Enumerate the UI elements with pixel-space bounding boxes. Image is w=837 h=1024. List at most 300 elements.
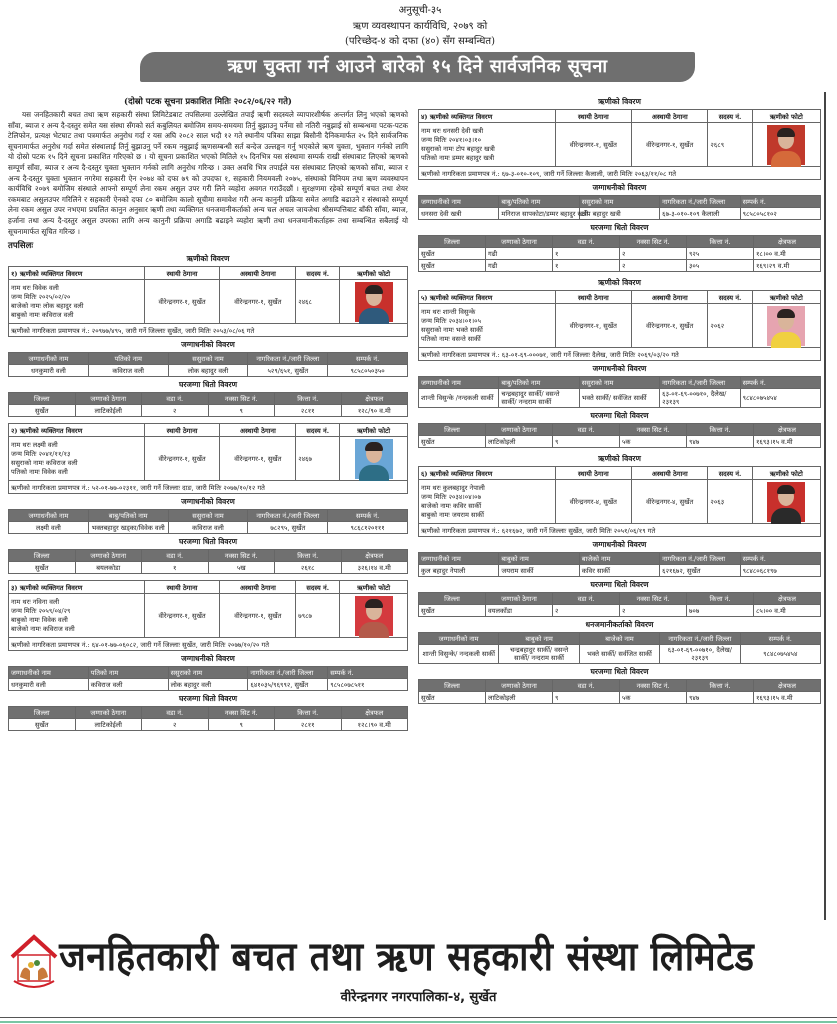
borrower-heading: ५) ऋणीको व्यक्तिगत विवरण — [419, 291, 556, 304]
guarantor-section-title: धनजमानीकर्ताको विवरण — [585, 620, 654, 629]
organization-address: वीरेन्द्रनगर नगरपालिका-४, सुर्खेत — [340, 990, 497, 1005]
landowner-cell: मनिराज सापकोटा/डम्मर बहादुर खत्री — [499, 208, 579, 220]
borrower-heading: ४) ऋणीको व्यक्तिगत विवरण — [419, 110, 556, 123]
borrower-info-line: पतिको नामः डम्मर बहादुर खत्री — [421, 153, 495, 162]
guarantor-col-header: नागरिकता नं./जारी जिल्ला — [660, 633, 740, 645]
member-no-header: सदस्य नं. — [296, 267, 340, 280]
collateral-row — [419, 436, 821, 448]
landowner-col-header: नागरिकता नं./जारी जिल्ला — [248, 353, 328, 365]
collateral-cell: ३०५ — [687, 260, 754, 272]
collateral-col-header: क्षेत्रफल — [754, 236, 821, 248]
landowner-table — [418, 195, 821, 220]
collateral-col-header: कित्ता नं. — [275, 393, 342, 405]
landowner-cell: ९८४८०६८१९७ — [740, 565, 820, 577]
collateral-col-header: क्षेत्रफल — [341, 707, 408, 719]
landowner-col-header: जग्गाधनीको नाम — [9, 510, 89, 522]
landowner-col-header: बाबु/पतिको नाम — [499, 377, 579, 389]
landowner-table — [8, 352, 408, 377]
collateral-cell: गढी — [486, 248, 553, 260]
landowner-cell: शान्ती विसुन्के /नन्दकली सार्की — [419, 389, 499, 408]
citizenship-info: ऋणीको नागरिकता प्रमाणपत्र नं.: ६४-०१-७७-०६०८२, जारी गर्ने जिल्लाः सुर्खेत, जारी मितिः २०७७/१०/२० गते — [9, 638, 408, 651]
collateral-cell: सुर्खेत — [419, 692, 486, 704]
collateral-cell: सुर्खेत — [9, 405, 76, 417]
photo-header: ऋणीको फोटो — [340, 267, 408, 280]
schedule-label: अनुसूची-३५ — [398, 5, 442, 16]
collateral-col-header: वडा नं. — [553, 593, 620, 605]
temporary-address-header: अस्थायी ठेगाना — [220, 581, 296, 594]
landowner-col-header: सम्पर्क नं. — [328, 510, 408, 522]
landowner-cell: कुल बहादुर नेपाली — [419, 565, 499, 577]
landowner-cell: ९८५८०५८१०२ — [740, 208, 820, 220]
landowner-col-header: ससुराको नाम — [168, 353, 248, 365]
temporary-address-header: अस्थायी ठेगाना — [632, 110, 708, 123]
borrower-info-line: ससुराको नामः भक्ते सार्की — [421, 325, 483, 334]
collateral-row — [419, 248, 821, 260]
borrower-info-line: बाबुको नामः जयराम सार्की — [421, 510, 484, 519]
permanent-address: वीरेन्द्रनगर-१, सुर्खेत — [555, 123, 631, 167]
borrower-block-6 — [418, 454, 821, 704]
borrower-personal-table — [418, 466, 821, 537]
borrower-personal-table — [8, 580, 408, 651]
landowner-col-header: नागरिकता नं./जारी जिल्ला — [248, 510, 328, 522]
borrower-photo — [340, 280, 408, 324]
collateral-table — [418, 679, 821, 704]
collateral-cell: ९ — [208, 719, 275, 731]
borrower-info-line: नाम थरः धनसरी देवी खत्री — [421, 126, 484, 135]
collateral-row — [419, 260, 821, 272]
citizenship-info: ऋणीको नागरिकता प्रमाणपत्र नं.: २०९७७/४९५, जारी गर्ने जिल्लाः सुर्खेत, जारी मितिः २०५३/०८/०६ गते — [9, 324, 408, 337]
collateral-cell: २ — [553, 605, 620, 617]
landowner-cell: कविराज वली — [88, 679, 168, 691]
collateral-cell: सुर्खेत — [419, 248, 486, 260]
member-number: ७९८७ — [296, 594, 340, 638]
permanent-address-header: स्थायी ठेगाना — [555, 291, 631, 304]
collateral-col-header: कित्ता नं. — [687, 680, 754, 692]
left-column — [8, 94, 408, 731]
borrower-section-title: ऋणीको विवरण — [598, 278, 641, 287]
collateral-col-header: वडा नं. — [553, 680, 620, 692]
permanent-address: वीरेन्द्रनगर-१, सुर्खेत — [144, 280, 220, 324]
temporary-address-header: अस्थायी ठेगाना — [632, 467, 708, 480]
organization-name: जनहितकारी बचत तथा ऋण सहकारी संस्था लिमिटेड — [59, 934, 755, 980]
collateral-col-header: जग्गाको ठेगाना — [486, 424, 553, 436]
collateral-col-header: नक्सा सिट नं. — [620, 424, 687, 436]
guarantor-col-header: सम्पर्क नं. — [740, 633, 820, 645]
temporary-address-header: अस्थायी ठेगाना — [632, 291, 708, 304]
collateral-section-title: घरजग्गा धितो विवरण — [178, 380, 238, 390]
temporary-address-header: अस्थायी ठेगाना — [220, 424, 296, 437]
borrower-photo — [340, 437, 408, 481]
collateral-table — [8, 549, 408, 574]
landowner-section-title: जग्गाधनीको विवरण — [592, 364, 647, 373]
right-column — [418, 94, 821, 704]
landowner-col-header: बाबु/पतिको नाम — [88, 510, 168, 522]
landowner-cell: लोक बहादुर वली — [168, 365, 248, 377]
collateral-cell: ८५।०० व.मी — [754, 605, 821, 617]
collateral-section-title: घरजग्गा धितो विवरण — [590, 223, 649, 232]
borrower-heading: २) ऋणीको व्यक्तिगत विवरण — [9, 424, 145, 437]
landowner-cell: ५२९/६५१, सुर्खेत — [248, 365, 328, 377]
collateral-cell: सुर्खेत — [419, 260, 486, 272]
member-number: २०६३ — [708, 480, 752, 524]
collateral-col-header: क्षेत्रफल — [754, 680, 821, 692]
landowner-table — [418, 376, 821, 408]
borrower-info — [419, 123, 556, 167]
procedure-label: ऋण व्यवस्थापन कार्यविधि, २०७९ को — [352, 21, 488, 32]
collateral-cell: ५क — [620, 692, 687, 704]
landowner-col-header: सम्पर्क नं. — [740, 196, 820, 208]
landowner-col-header: बाजेको नाम — [579, 553, 659, 565]
borrower-section-title: ऋणीको विवरण — [598, 454, 641, 463]
collateral-col-header: जिल्ला — [419, 593, 486, 605]
collateral-cell: २ — [620, 605, 687, 617]
collateral-cell: १ — [553, 260, 620, 272]
collateral-section-title: घरजग्गा धितो विवरण — [590, 580, 649, 589]
collateral-row — [9, 405, 408, 417]
clause-label: (परिच्छेद-४ को दफा (४०) सँग सम्बन्धित) — [344, 36, 496, 47]
collateral-cell: १८।०० व.मी — [754, 248, 821, 260]
photo-header: ऋणीको फोटो — [340, 424, 408, 437]
collateral-col-header: जिल्ला — [9, 707, 76, 719]
collateral-row — [9, 562, 408, 574]
citizenship-info: ऋणीको नागरिकता प्रमाणपत्र नं.: ६२१६७२, जारी गर्ने जिल्लाः सुर्खेत, जारी मितिः २०५१/०६/१९ गते — [419, 524, 821, 537]
collateral-col-header: वडा नं. — [142, 550, 209, 562]
collateral-cell: १ — [142, 562, 209, 574]
collateral-cell: सुर्खेत — [9, 719, 76, 731]
collateral-cell: १६९३।१५ व.मी — [754, 692, 821, 704]
collateral-col-header: क्षेत्रफल — [341, 393, 408, 405]
collateral-col-header: नक्सा सिट नं. — [208, 393, 275, 405]
landowner-cell: ९८४८०७५४५४ — [740, 389, 820, 408]
photo-header: ऋणीको फोटो — [752, 291, 820, 304]
landowner-cell: ६२१६७२, सुर्खेत — [660, 565, 740, 577]
borrower-info — [9, 280, 145, 324]
landowner-cell: लक्ष्मी वली — [9, 522, 89, 534]
landowner-cell: ६४१०३५/९६९९२, सुर्खेत — [248, 679, 328, 691]
borrower-section-title: ऋणीको विवरण — [186, 254, 230, 264]
landowner-section-title: जग्गाधनीको विवरण — [592, 540, 647, 549]
schedule-heading: तपसिलः — [8, 241, 34, 252]
landowner-col-header: जग्गाधनीको नाम — [419, 196, 499, 208]
bottom-green-rule — [0, 1021, 837, 1023]
collateral-row — [9, 719, 408, 731]
landowner-col-header: पतिको नाम — [88, 667, 168, 679]
collateral-cell: २८११ — [275, 719, 342, 731]
landowner-section-title: जग्गाधनीको विवरण — [592, 183, 647, 192]
borrower-info-line: ससुराको नामः टोप बहादुर खत्री — [421, 144, 495, 153]
collateral-cell: १ — [553, 248, 620, 260]
footer — [0, 925, 837, 1020]
landowner-cell: कविराज वली — [88, 365, 168, 377]
permanent-address-header: स्थायी ठेगाना — [555, 467, 631, 480]
collateral-cell: ९ — [553, 692, 620, 704]
landowner-cell: धनकुमारी वली — [9, 679, 89, 691]
borrower-info-line: पतिको नामः विवेक वली — [11, 467, 68, 476]
landowner-cell: धनकुमारी वली — [9, 365, 89, 377]
collateral-cell: १६९३।१५ व.मी — [754, 436, 821, 448]
borrower-info-line: पतिको नामः वसन्ते सार्की — [421, 334, 481, 343]
photo-header: ऋणीको फोटो — [340, 581, 408, 594]
collateral-cell: ७०७ — [687, 605, 754, 617]
member-no-header: सदस्य नं. — [296, 424, 340, 437]
permanent-address-header: स्थायी ठेगाना — [144, 581, 220, 594]
collateral-col-header: जिल्ला — [9, 550, 76, 562]
borrower-info-line: बाजेको नामः कविराज वली — [11, 624, 75, 633]
member-no-header: सदस्य नं. — [296, 581, 340, 594]
collateral-col-header: जग्गाको ठेगाना — [486, 680, 553, 692]
guarantor-col-header: जग्गाधनीको नाम — [419, 633, 499, 645]
landowner-col-header: नागरिकता नं./जारी जिल्ला — [660, 196, 740, 208]
collateral-col-header: क्षेत्रफल — [341, 550, 408, 562]
collateral-cell: लाटिकोइली — [486, 692, 553, 704]
member-number: २०६२ — [708, 304, 752, 348]
collateral-col-header: जग्गाको ठेगाना — [486, 593, 553, 605]
collateral-section-title: घरजग्गा धितो विवरण — [178, 537, 238, 547]
landowner-section-title: जग्गाधनीको विवरण — [181, 497, 235, 507]
landowner-col-header: सम्पर्क नं. — [740, 553, 820, 565]
collateral-col-header: क्षेत्रफल — [754, 593, 821, 605]
borrower-block-2 — [8, 423, 408, 574]
borrower-block-1 — [8, 254, 408, 417]
landowner-cell: ९८६८१२०१११ — [328, 522, 408, 534]
landowner-col-header: ससुराको नाम — [168, 510, 248, 522]
borrower-photo — [752, 480, 820, 524]
borrower-info-line: जन्म मितिः २०५९/०४/२९ — [11, 606, 71, 615]
collateral-cell: ५क — [620, 436, 687, 448]
collateral-cell: २ — [142, 405, 209, 417]
landowner-col-header: सम्पर्क नं. — [328, 353, 408, 365]
guarantor-table — [418, 632, 821, 664]
collateral-col-header: कित्ता नं. — [687, 424, 754, 436]
collateral-col-header: जिल्ला — [419, 424, 486, 436]
collateral-section-title: घरजग्गा धितो विवरण — [590, 667, 649, 676]
collateral-cell: सुर्खेत — [9, 562, 76, 574]
citizenship-info: ऋणीको नागरिकता प्रमाणपत्र नं.: ६३-०१-६९-०००७१, जारी गर्ने जिल्लाः दैलेख, जारी मितिः २०६९/०३/२० गते — [419, 348, 821, 361]
collateral-table — [8, 392, 408, 417]
collateral-col-header: जग्गाको ठेगाना — [486, 236, 553, 248]
collateral-col-header: जिल्ला — [9, 393, 76, 405]
collateral-section-title: घरजग्गा धितो विवरण — [590, 411, 649, 420]
collateral-cell: ९ — [208, 405, 275, 417]
borrower-info — [419, 304, 556, 348]
person-photo-icon — [355, 596, 393, 636]
collateral-cell: २ — [142, 719, 209, 731]
landowner-table — [8, 666, 408, 691]
collateral-table — [418, 423, 821, 448]
landowner-col-header: नागरिकता नं./जारी जिल्ला — [660, 377, 740, 389]
landowner-col-header: ससुराको नाम — [579, 377, 659, 389]
person-photo-icon — [767, 125, 805, 165]
borrower-block-4 — [418, 97, 821, 272]
collateral-col-header: कित्ता नं. — [687, 236, 754, 248]
guarantor-cell: ९८४८०७५४५४ — [740, 645, 820, 664]
collateral-cell: वयलकाँडा — [486, 605, 553, 617]
collateral-cell: २ — [620, 260, 687, 272]
landowner-cell: कविराज वली — [168, 522, 248, 534]
landowner-col-header: पतिको नाम — [88, 353, 168, 365]
borrower-heading: ६) ऋणीको व्यक्तिगत विवरण — [419, 467, 556, 480]
collateral-col-header: कित्ता नं. — [687, 593, 754, 605]
collateral-col-header: वडा नं. — [553, 424, 620, 436]
temporary-address: वीरेन्द्रनगर-१, सुर्खेत — [632, 304, 708, 348]
guarantor-col-header: बाबुको नाम — [499, 633, 579, 645]
borrower-info — [9, 437, 145, 481]
landowner-section-title: जग्गाधनीको विवरण — [181, 340, 235, 350]
landowner-cell: टोप बहादुर खत्री — [579, 208, 659, 220]
collateral-col-header: नक्सा सिट नं. — [208, 550, 275, 562]
person-photo-icon — [355, 282, 393, 322]
landowner-section-title: जग्गाधनीको विवरण — [181, 654, 235, 664]
borrower-block-5 — [418, 278, 821, 448]
citizenship-info: ऋणीको नागरिकता प्रमाणपत्र नं.: ५२-०१-७७-०२३११, जारी गर्ने जिल्लाः दाङ, जारी मितिः २०७७/१०/१२ गते — [9, 481, 408, 494]
landowner-table — [8, 509, 408, 534]
collateral-table — [8, 706, 408, 731]
collateral-cell: २ — [620, 248, 687, 260]
collateral-col-header: क्षेत्रफल — [754, 424, 821, 436]
photo-header: ऋणीको फोटो — [752, 110, 820, 123]
temporary-address: वीरेन्द्रनगर-४, सुर्खेत — [632, 480, 708, 524]
collateral-cell: लाटिकोईली — [75, 405, 142, 417]
borrower-info-line: जन्म मितिः २०३४।०४।०७ — [421, 492, 482, 501]
borrower-info-line: बाजेको नामः कविर सार्की — [421, 501, 482, 510]
photo-header: ऋणीको फोटो — [752, 467, 820, 480]
collateral-cell: १२८/९० व.मी — [341, 405, 408, 417]
collateral-col-header: जग्गाको ठेगाना — [75, 550, 142, 562]
borrower-info — [9, 594, 145, 638]
guarantor-col-header: बाजेको नाम — [579, 633, 659, 645]
cooperative-logo-icon — [8, 931, 60, 989]
permanent-address: वीरेन्द्रनगर-१, सुर्खेत — [555, 304, 631, 348]
collateral-cell: ९४७ — [687, 436, 754, 448]
member-no-header: सदस्य नं. — [708, 110, 752, 123]
landowner-cell: चन्द्रबहादुर सार्की/ वसन्ते सार्की/ नन्दराम सार्की — [499, 389, 579, 408]
collateral-cell: १६९।२९ व.मी — [754, 260, 821, 272]
collateral-col-header: वडा नं. — [553, 236, 620, 248]
collateral-col-header: जग्गाको ठेगाना — [75, 707, 142, 719]
collateral-col-header: नक्सा सिट नं. — [208, 707, 275, 719]
borrower-photo — [752, 304, 820, 348]
landowner-col-header: जग्गाधनीको नाम — [9, 353, 89, 365]
member-number: २४६८ — [296, 280, 340, 324]
landowner-col-header: जग्गाधनीको नाम — [419, 377, 499, 389]
borrower-info-line: जन्म मितिः २०३४।०१।०५ — [421, 316, 482, 325]
collateral-cell: ३२६।१४ व.मी — [341, 562, 408, 574]
collateral-col-header: नक्सा सिट नं. — [620, 593, 687, 605]
collateral-table — [418, 592, 821, 617]
landowner-col-header: जग्गाधनीको नाम — [9, 667, 89, 679]
landowner-cell: ९८५८०७८५११ — [328, 679, 408, 691]
person-photo-icon — [355, 439, 393, 479]
collateral-cell: २८११ — [275, 405, 342, 417]
landowner-cell: ६३-०१-६९-००७१०, दैलेख/२३१३९ — [660, 389, 740, 408]
landowner-col-header: बाबुको नाम — [499, 553, 579, 565]
borrower-personal-table — [418, 290, 821, 361]
collateral-cell: २६१८ — [275, 562, 342, 574]
temporary-address: वीरेन्द्रनगर-१, सुर्खेत — [220, 437, 296, 481]
collateral-col-header: कित्ता नं. — [275, 707, 342, 719]
collateral-cell: ९४७ — [687, 692, 754, 704]
permanent-address: वीरेन्द्रनगर-१, सुर्खेत — [144, 594, 220, 638]
collateral-cell: ९ — [553, 436, 620, 448]
landowner-col-header: सम्पर्क नं. — [740, 377, 820, 389]
collateral-col-header: नक्सा सिट नं. — [620, 236, 687, 248]
collateral-cell: ५ख — [208, 562, 275, 574]
borrower-heading: १) ऋणीको व्यक्तिगत विवरण — [9, 267, 145, 280]
borrower-block-3 — [8, 580, 408, 731]
collateral-cell: लाटिकोइली — [486, 436, 553, 448]
collateral-col-header: जिल्ला — [419, 236, 486, 248]
collateral-col-header: जिल्ला — [419, 680, 486, 692]
borrower-info-line: जन्म मितिः २०४१/११/१३ — [11, 449, 71, 458]
person-photo-icon — [767, 482, 805, 522]
notice-banner-title: ऋण चुक्ता गर्न आउने बारेको १५ दिने सार्वजनिक सूचना — [140, 52, 695, 82]
collateral-cell: ९२५ — [687, 248, 754, 260]
guarantor-cell: भक्ते सार्की/ सर्वजित सार्की — [579, 645, 659, 664]
temporary-address: वीरेन्द्रनगर-१, सुर्खेत — [220, 280, 296, 324]
landowner-cell: भक्ते सार्की/ सर्वजित सार्की — [579, 389, 659, 408]
permanent-address-header: स्थायी ठेगाना — [144, 424, 220, 437]
member-no-header: सदस्य नं. — [708, 291, 752, 304]
borrower-info-line: ससुराको नामः कविराज वली — [11, 458, 78, 467]
borrower-info-line: बाजेको नामः लोक बहादुर वली — [11, 301, 84, 310]
landowner-col-header: नागरिकता नं./जारी जिल्ला — [248, 667, 328, 679]
collateral-cell: गढी — [486, 260, 553, 272]
collateral-section-title: घरजग्गा धितो विवरण — [178, 694, 238, 704]
landowner-col-header: सम्पर्क नं. — [328, 667, 408, 679]
landowner-cell: कविर सार्की — [579, 565, 659, 577]
guarantor-cell: चन्द्रबहादुर सार्की/ वसन्ते सार्की/ नन्दराम सार्की — [499, 645, 579, 664]
collateral-row — [419, 692, 821, 704]
published-date: (दोस्रो पटक सूचना प्रकाशित मितिः २०८२/०६/२२ गते) — [124, 97, 292, 107]
landowner-cell: ९८५८०५०३५० — [328, 365, 408, 377]
borrower-personal-table — [8, 423, 408, 494]
borrower-info-line: नाम थरः नविना वली — [11, 597, 60, 606]
borrower-info-line: नाम थरः कुलबहादुर नेपाली — [421, 483, 485, 492]
collateral-col-header: वडा नं. — [142, 393, 209, 405]
borrower-info-line: जन्म मितिः २०२५/०२/२० — [11, 292, 71, 301]
guarantor-cell: ६३-०१-६९-००७१०, दैलेख/२३१३९ — [660, 645, 740, 664]
permanent-address-header: स्थायी ठेगाना — [144, 267, 220, 280]
borrower-info-line: बाबुको नामः कविराज वली — [11, 310, 74, 319]
bottom-divider — [0, 1017, 837, 1020]
guarantor-cell: शान्ती विसुन्के/ नन्दकली सार्की — [419, 645, 499, 664]
collateral-col-header: वडा नं. — [142, 707, 209, 719]
landowner-cell: लोक बहादुर वली — [168, 679, 248, 691]
collateral-cell: सुर्खेत — [419, 436, 486, 448]
landowner-cell: ६७-३-०१०-१०९ कैलाली — [660, 208, 740, 220]
borrower-section-title: ऋणीको विवरण — [598, 97, 641, 106]
landowner-cell: ७८२९५, सुर्खेत — [248, 522, 328, 534]
notice-body: यस जनहितकारी बचत तथा ऋण सहकारी संस्था लिमिटेडबाट तपसिलमा उल्लेखित तपाईं ऋणी सदस्यले व्यापारशीर्षक अन्तर्गत लिनु भएको ऋणको साँवा, ब्याज र अन्य दै-दस्तुर समेत यस संस्था सँगको सर्त कबुलियत बमोजिम समय-समयमा तिर्नु बुझाउनु पर्नेमा सो नतिरी नबुझाई सो सम्बन्धमा पटक-पटक टेलिफोन, प्रत्यक्ष भेटघाट तथा पत्रमार्फत अनुरोध गर्दा र यस अघि २०८२ साल भदौ १२ गते स्थानीय पत्रिका साझा बिसौनी दैनिकमार्फत २५ दिने सार्वजनिक सूचनामार्फत अनुरोध गर्दा समेत संस्थालाई तिर्नु बुझाउनु पर्ने रकम नबुझाई ऋणसम्बन्धी सर्त बन्देज उल्लङ्घन गर्नु भएकोले ऋण चुक्ता, भुक्तान गर्नको लागि यो दोस्रो पटक १५ दिने सूचना प्रकाशित गरिएको छ । यो सूचना प्रकाशित भएको मितिले १५ दिनभित्र यस संस्थामा सम्पर्क राखी संस्थाबाट लिएको ऋणको सम्पूर्ण साँवा, ब्याज र अन्य दै-दस्तुर चुक्ता भुक्तान गर्नको लागि अनुरोध गरिन्छ । उक्त अवधि भित्र तपाईले यस संस्थाबाट लिएको ऋणको साँवा, ब्याज र अन्य दै-दस्तुर चुक्ता भुक्तान नगरेमा सहकारी ऐन २०७४ को दफा ७९ को उपदफा १, सहकारी नियमवली २०७५, संस्थाको विनियम तथा ऋण व्यवस्थापन कार्यविधि २०७९ बमोजिम संस्थाले आफ्नो सम्पूर्ण लेना रकम असुल उपर गरी लिने व्यहोरा अवगत गराउँदछौं । सुरक्षणमा रहेको सम्पूर्ण बचत तथा शेयर रकमबाट असुलउपर गरिलिने र सहकारी ऐनको दफा ८० बमोजिम कालो सूचीमा समावेश गरी अन्य कानुनी प्रक्रिया समेत अगाडि बढाउने र संस्थाको सम्पूर्ण लेना रकम असुल उपर नभएमा प्रचलित कानुन अनुसार ऋणी तथा व्यक्तिगत धनजमानीकर्ताको अन्य चल अचल जायजेथा श्रीसम्पत्तिबाट बाँकी साँवा, ब्याज, हर्जाना तथा अन्य दै-दस्तुर असुल उपरका लागि अन्य कानुनी प्रक्रिया अगाडि बढाइने व्यहोरा ऋणी तथा धनजमानीकर्ताहरू तथा सम्बन्धित सबैलाई यो सूचनामार्फत सूचित गरिन्छ । — [8, 110, 408, 236]
permanent-address-header: स्थायी ठेगाना — [555, 110, 631, 123]
landowner-cell: भक्तबहादुर खड्का/विवेक वली — [88, 522, 168, 534]
borrower-info-line: नाम थरः विवेक वली — [11, 283, 59, 292]
person-photo-icon — [767, 306, 805, 346]
landowner-cell: धनसरा देवी खत्री — [419, 208, 499, 220]
collateral-cell: १२८।९० व.मी — [341, 719, 408, 731]
landowner-col-header: नागरिकता नं./जारी जिल्ला — [660, 553, 740, 565]
collateral-row — [419, 605, 821, 617]
collateral-col-header: नक्सा सिट नं. — [620, 680, 687, 692]
landowner-col-header: ससुराको नाम — [168, 667, 248, 679]
borrower-photo — [340, 594, 408, 638]
borrower-info-line: बाबुको नामः विवेक वली — [11, 615, 68, 624]
member-no-header: सदस्य नं. — [708, 467, 752, 480]
borrower-personal-table — [8, 266, 408, 337]
borrower-info-line: जन्म मितिः २०४१।०३।१० — [421, 135, 482, 144]
member-number: २४६७ — [296, 437, 340, 481]
collateral-cell: सुर्खेत — [419, 605, 486, 617]
